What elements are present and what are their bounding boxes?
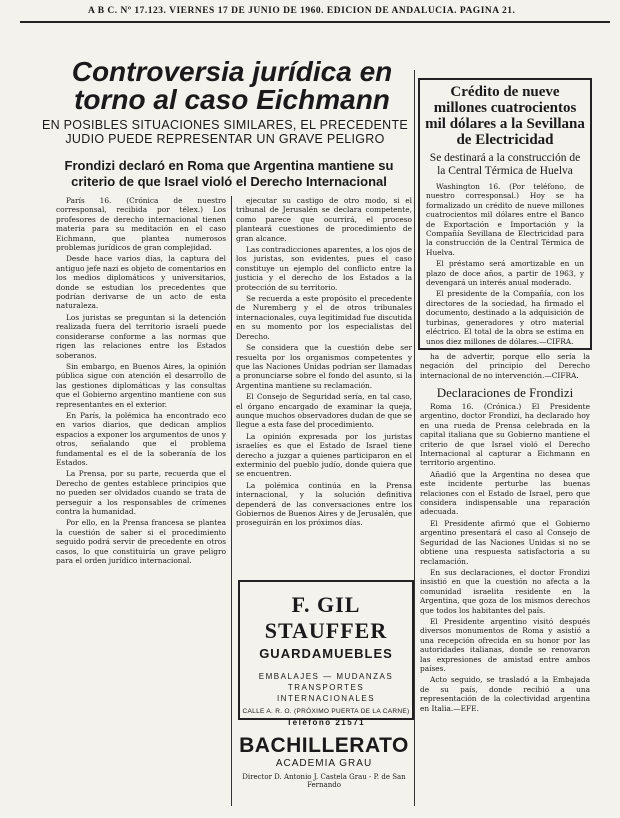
- paragraph: El Presidente afirmó que el Gobierno argentino presentará el caso al Consejo de Seguridad de las Naciones Unidas si no se obtiene una respuesta satisfactoria a su reclamación.: [420, 518, 590, 566]
- paragraph: En sus declaraciones, el doctor Frondizi insistió en que la cuestión no afecta a la comunidad israelita residente en la Argentina, que goza de los mismos derechos que todos los habitantes del país.: [420, 567, 590, 615]
- deck: EN POSIBLES SITUACIONES SIMILARES, EL PRECEDENTE JUDIO PUEDE REPRESENTAR UN GRAVE PELIGRO: [41, 118, 409, 146]
- column-rule: [231, 196, 232, 806]
- ad-tagline: GUARDAMUEBLES: [259, 646, 393, 661]
- paragraph: El préstamo será amortizable en un plazo de doce años, a partir de 1963, y devengará un interés anual moderado.: [426, 259, 584, 288]
- continuation-text: [420, 352, 590, 380]
- column-rule: [414, 70, 415, 806]
- sidebar-box: [418, 78, 592, 350]
- paragraph: Se considera que la cuestión debe ser resuelta por los organismos competentes y que las Naciones Unidas podrían ser llamadas a pronunciarse sobre el fondo del asunto, si la Argentina mantiene su reclamación.: [236, 343, 412, 390]
- paragraph: Washington 16. (Por teléfono, de nuestro corresponsal.) Hoy se ha formalizado un crédito de nueve millones cuatrocientos mil dólares entre el Banco de Exportación e Importación y la Compañía Sevillana de Electricidad para la construcción de la Central Térmica de Huelva.: [426, 182, 584, 257]
- paragraph: Desde hace varios días, la captura del antiguo jefe nazi es objeto de comentarios en los medios diplomáticos y universitarios, donde se estudian los precedentes que podrían derivarse de un acto de esta naturaleza.: [56, 254, 226, 311]
- paragraph: El Presidente argentino visitó después diversos monumentos de Roma y asistió a una recepción ofrecida en su honor por las autoridades italianas, donde se renovaron las expresiones de amistad entre ambos países.: [420, 616, 590, 673]
- sidebar-body: [426, 182, 584, 346]
- ad-phone: Teléfono 21571: [286, 718, 366, 727]
- paragraph: El Consejo de Seguridad sería, en tal caso, el órgano encargado de examinar la queja, aunque muchos observadores dudan de que se llegue a esta fase del procedimiento.: [236, 392, 412, 430]
- paragraph: Los juristas se preguntan si la detención realizada fuera del territorio israelí puede considerarse conforme a las normas que rigen las relaciones entre los Estados soberanos.: [56, 312, 226, 360]
- paragraph: Acto seguido, se trasladó a la Embajada de su país, donde recibió a una representación de la colectividad argentina en Italia.—EFE.: [420, 675, 590, 713]
- paragraph: Roma 16. (Crónica.) El Presidente argentino, doctor Frondizi, ha declarado hoy en una rueda de Prensa celebrada en la capital italiana que su Gobierno mantiene el criterio de que Israel violó el Derecho Internacional al capturar a Eichmann en territorio argentino.: [420, 402, 590, 468]
- ad-services-line: INTERNACIONALES: [276, 694, 376, 703]
- ad-address: CALLE A. R. O. (PRÓXIMO PUERTA DE LA CARNE): [242, 708, 410, 715]
- paragraph: ejecutar su castigo de otro modo, si el tribunal de Jerusalén se declara competente, como parece que ocurrirá, el proceso planteará cuestiones de procedimiento de gran alcance.: [236, 196, 412, 243]
- paragraph: Añadió que la Argentina no desea que este incidente perturbe las buenas relaciones con el Estado de Israel, pero que considera indispensable una reparación adecuada.: [420, 469, 590, 517]
- article-column-1: [56, 196, 226, 802]
- ad-gil-stauffer: [238, 580, 414, 727]
- ad-services-line: TRANSPORTES: [287, 683, 365, 692]
- paragraph: La Prensa, por su parte, recuerda que el Derecho de gentes establece principios que no pueden ser olvidados cuando se trata de perseguir a los responsables de crímenes contra la humanidad.: [56, 469, 226, 516]
- subdeck: Frondizi declaró en Roma que Argentina mantiene su criterio de que Israel violó el Derecho Internacional: [64, 158, 394, 189]
- page-header: A B C. Nº 17.123. VIERNES 17 DE JUNIO DE 1960. EDICION DE ANDALUCIA. PAGINA 21.: [88, 6, 516, 16]
- paragraph: París 16. (Crónica de nuestro corresponsal, recibida por télex.) Los profesores de derecho internacional tienen materia para su meditación en el caso Eichmann, que plantea numerosos problemas jurídicos de gran complejidad.: [56, 196, 226, 253]
- sidebar-title: Crédito de nueve millones cuatrocientos mil dólares a la Sevillana de Electricidad: [425, 84, 585, 148]
- paragraph: Se recuerda a este propósito el precedente de Nuremberg y el de otros tribunales internacionales, cuya legitimidad fue discutida en su momento por los especialistas del Derecho.: [236, 294, 412, 341]
- ad-services-line: EMBALAJES — MUDANZAS: [258, 672, 394, 681]
- ad-company-name: F. GIL STAUFFER: [264, 592, 388, 643]
- ad-footer: Director D. Antonio J. Castela Grau - P. de San Fernando: [242, 773, 406, 789]
- ad-academy: ACADEMIA GRAU: [275, 758, 373, 769]
- paragraph: El presidente de la Compañía, con los directores de la sociedad, ha firmado el documento, destinado a la adquisición de turbinas, generadores y otro material eléctrico. El total de la obra se estima en unos diez millones de dólares.—CIFRA.: [426, 289, 584, 346]
- header-rule: [20, 21, 610, 23]
- paragraph: Por ello, en la Prensa francesa se plantea la cuestión de saber si el procedimiento seguido podrá servir de precedente en otros casos, lo que constituiría un grave peligro para el orden jurídico internacional.: [56, 518, 226, 566]
- paragraph: Las contradicciones aparentes, a los ojos de los juristas, son evidentes, pues el caso constituye un ejemplo del conflicto entre la justicia y el derecho de los Estados a la protección de su territorio.: [236, 245, 412, 292]
- section-body: [420, 402, 590, 806]
- paragraph: La polémica continúa en la Prensa internacional, y la solución definitiva dependerá de las conversaciones entre los Gobiernos de Buenos Aires y de Jerusalén, que proseguirán en los próximos días.: [236, 480, 412, 528]
- ad-title: BACHILLERATO: [239, 734, 409, 757]
- section-heading: Declaraciones de Frondizi: [436, 385, 574, 400]
- sidebar-subtitle: Se destinará a la construcción de la Central Térmica de Huelva: [429, 152, 581, 177]
- paragraph: Sin embargo, en Buenos Aires, la opinión pública sigue con atención el desarrollo de las gestiones diplomáticas y las consultas que el Gobierno argentino mantiene con sus representantes en el exterior.: [56, 361, 226, 409]
- headline: Controversia jurídica en torno al caso Eichmann: [71, 56, 393, 115]
- paragraph: La opinión expresada por los juristas israelíes es que el Estado de Israel tiene derecho a juzgar a quienes participaron en el exterminio del pueblo judío, donde quiera que se encuentren.: [236, 431, 412, 479]
- paragraph: ha de advertir, porque ello sería la negación del principio del Derecho internacional de no intervención.—CIFRA.: [420, 352, 590, 380]
- paragraph: En París, la polémica ha encontrado eco en varios diarios, que dedican amplios espacios a exponer los argumentos de unos y otros, señalando que el problema fundamental es el de la soberanía de los Estados.: [56, 410, 226, 467]
- ad-bachillerato: [238, 724, 410, 808]
- article-column-2: [236, 196, 412, 572]
